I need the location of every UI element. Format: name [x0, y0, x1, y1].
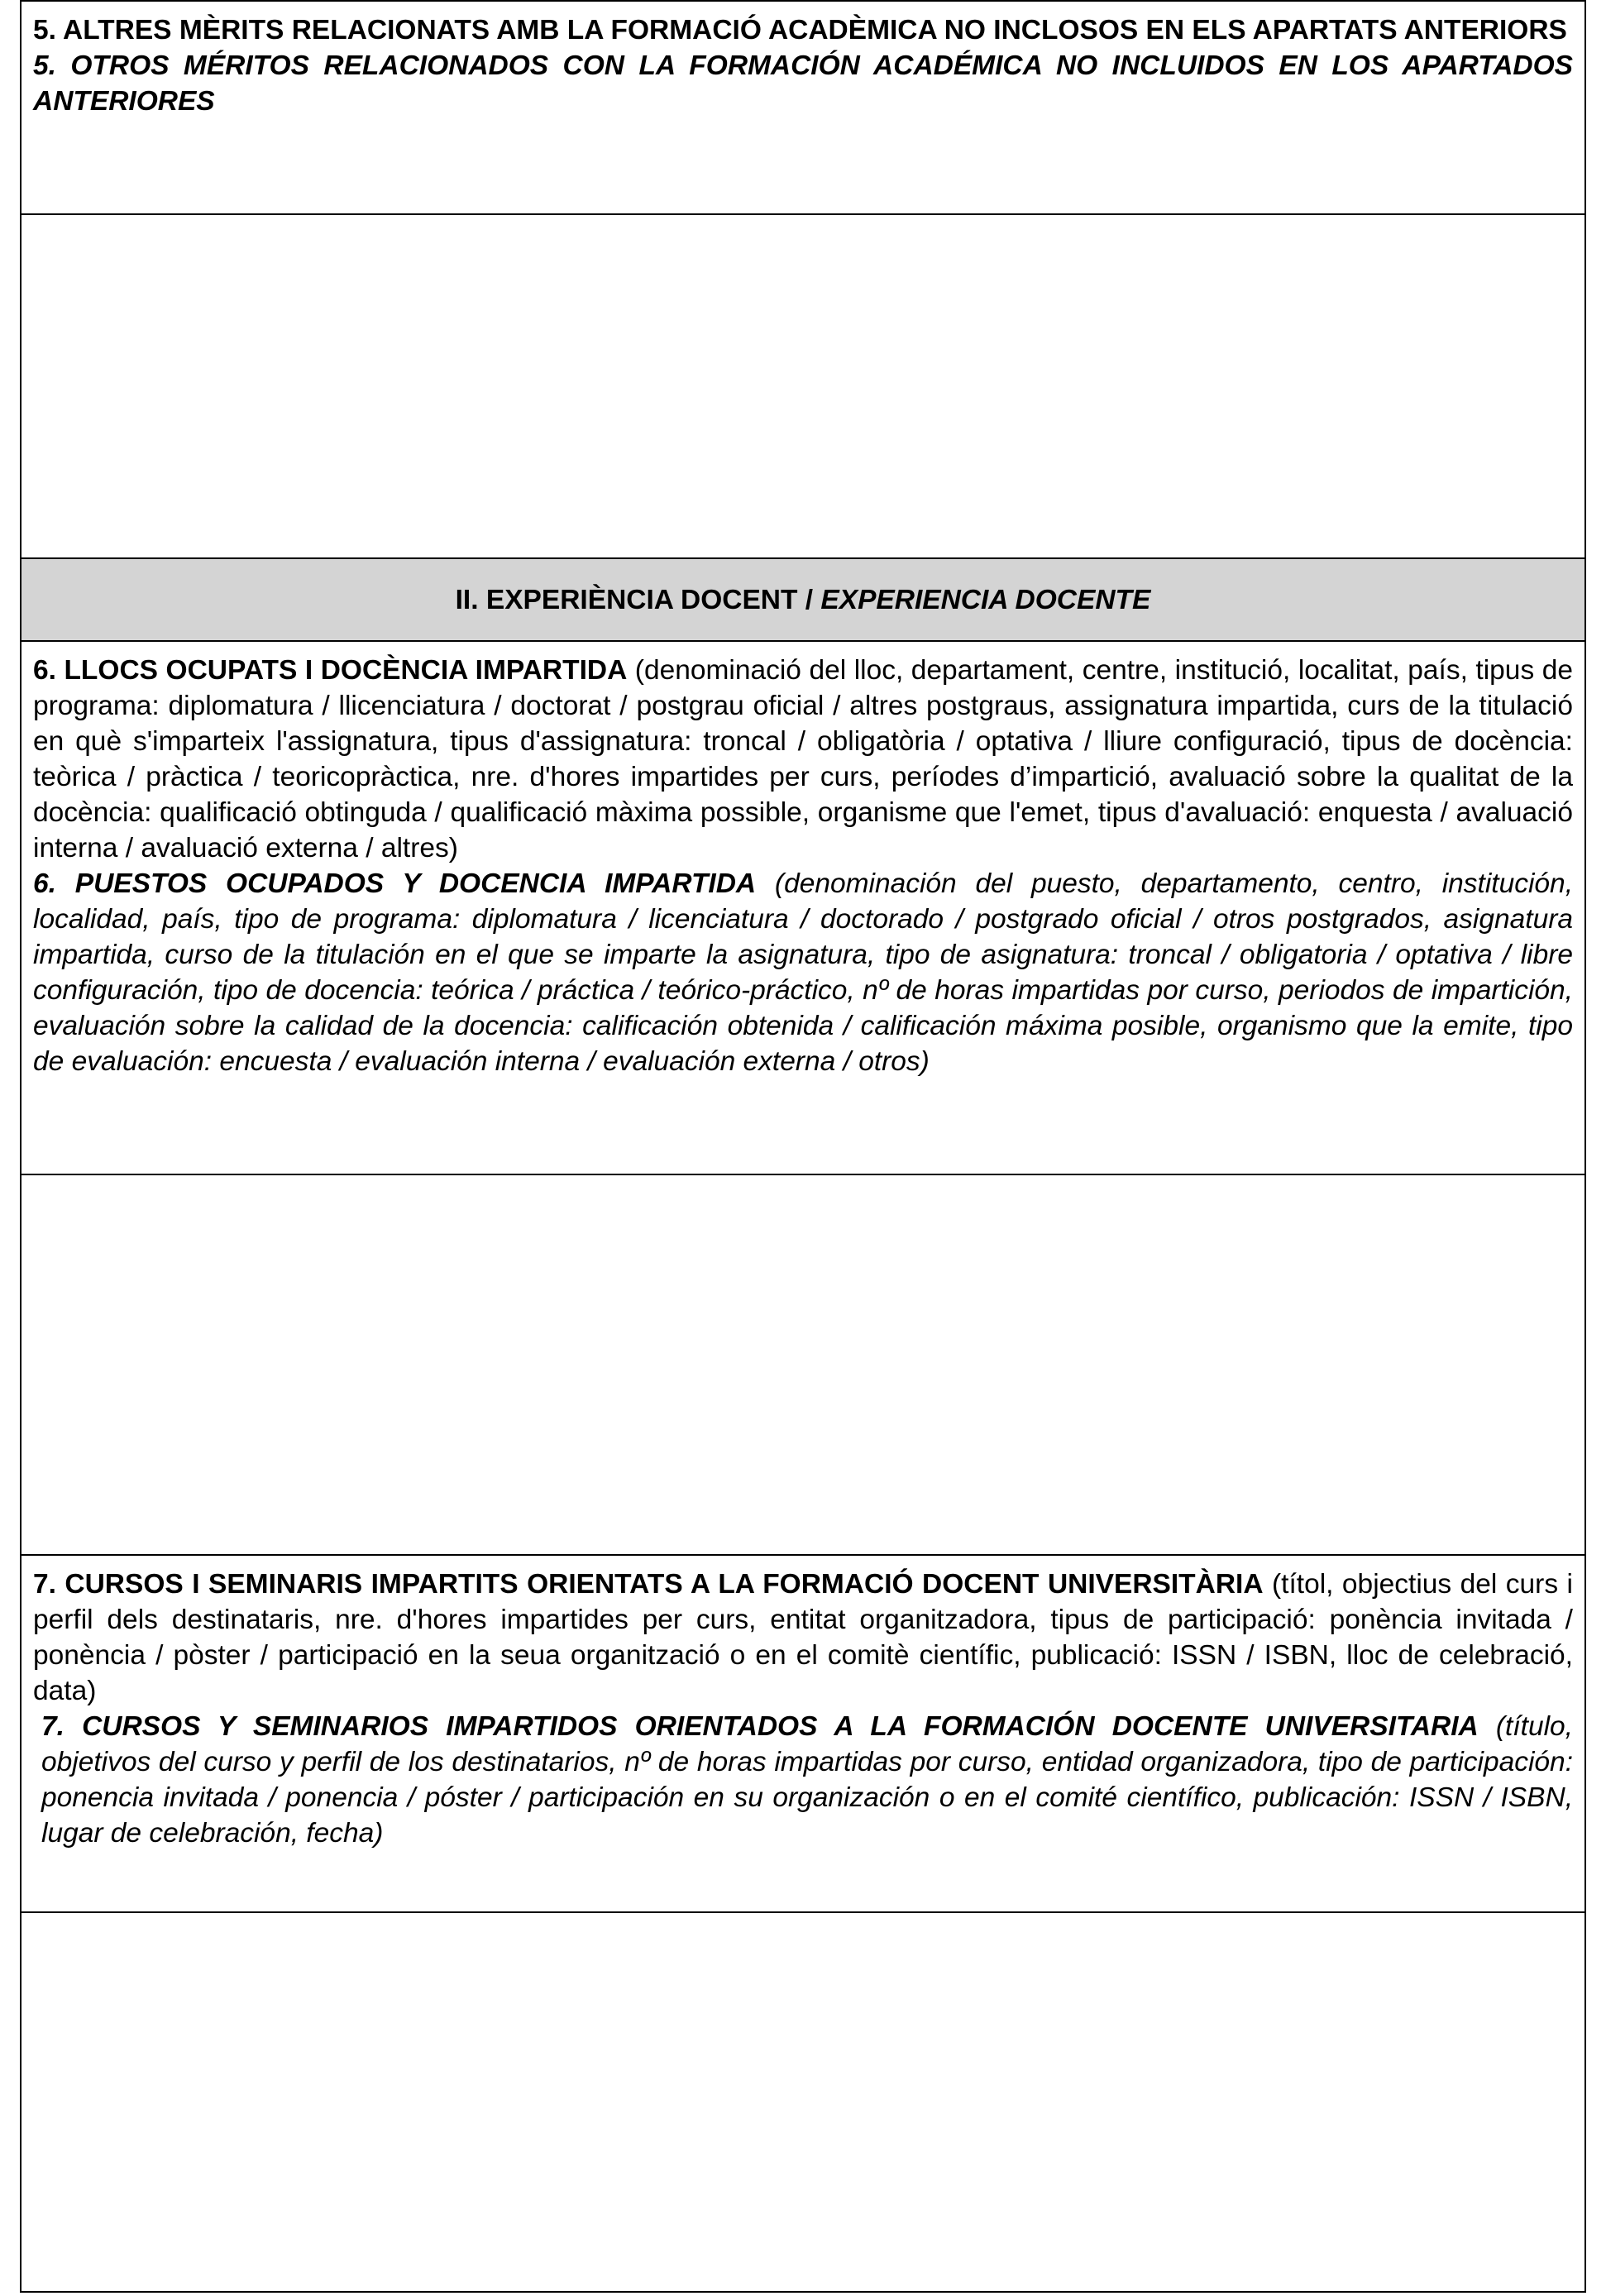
section-7-title-es: CURSOS Y SEMINARIOS IMPARTIDOS ORIENTADOS A LA FORMACIÓN DOCENTE UNIVERSITARIA	[82, 1711, 1479, 1742]
section-7-desc-es: (título, objetivos del curso y perfil de los destinatarios, nº de horas impartidas por curso, entidad organizadora, tipo de participación: ponencia invitada / ponencia / póster / participación en su organización o en el comité científico, publicación: ISSN / ISBN, lugar de celebración, fecha)	[41, 1711, 1573, 1849]
section-6-title-es: 6. PUESTOS OCUPADOS Y DOCENCIA IMPARTIDA	[33, 868, 757, 899]
section-6-text-ca	[33, 653, 1573, 866]
section-7-text-ca	[33, 1567, 1573, 1709]
section-6-title-ca: 6. LLOCS OCUPATS I DOCÈNCIA IMPARTIDA	[33, 655, 628, 686]
section-7-desc-ca: (títol, objectius del curs i perfil dels destinataris, nre. d'hores impartides per curs, entitat organitzadora, tipus de participació: ponència invitada / ponència / pòster / participació en la seua organització o en el comitè científic, publicació: ISSN / ISBN, lloc de celebració, data)	[33, 1569, 1573, 1706]
block-ii-title-ca: II. EXPERIÈNCIA DOCENT /	[455, 584, 821, 615]
block-ii-heading	[21, 558, 1585, 641]
section-6-header-cell	[21, 641, 1585, 1174]
section-7-title-ca: 7. CURSOS I SEMINARIS IMPARTITS ORIENTATS A LA FORMACIÓ DOCENT UNIVERSITÀRIA	[33, 1569, 1264, 1600]
section-7-input-row	[21, 1912, 1585, 2292]
section-6-text-es	[33, 866, 1573, 1079]
section-6-input-row	[21, 1174, 1585, 1555]
section-5-title-ca: 5. ALTRES MÈRITS RELACIONATS AMB LA FORMACIÓ ACADÈMICA NO INCLOSOS EN ELS APARTATS ANTERIORS	[33, 15, 1567, 45]
block-ii-heading-row	[21, 558, 1585, 641]
section-7-number-es: 7.	[41, 1711, 83, 1742]
block-ii-title-es: EXPERIENCIA DOCENTE	[820, 584, 1151, 615]
section-6-input-area[interactable]	[21, 1174, 1585, 1555]
section-5-header-row	[21, 1, 1585, 214]
section-7-header-row	[21, 1555, 1585, 1912]
section-5-title-es: 5. OTROS MÉRITOS RELACIONADOS CON LA FORMACIÓN ACADÉMICA NO INCLUIDOS EN LOS APARTADOS ANTERIORES	[33, 50, 1573, 117]
section-7-input-area[interactable]	[21, 1912, 1585, 2292]
section-7-text-es	[33, 1709, 1573, 1851]
cv-form-table	[20, 0, 1586, 2293]
section-6-desc-ca: (denominació del lloc, departament, centre, institució, localitat, país, tipus de programa: diplomatura / llicenciatura / doctorat / postgrau oficial / altres postgraus, assignatura impartida, curs de la titulació en què s'imparteix l'assignatura, tipus d'assignatura: troncal / obligatòria / optativa / lliure configuració, tipus de docència: teòrica / pràctica / teoricopràctica, nre. d'hores impartides per curs, períodes d’impartició, avaluació sobre la qualitat de la docència: qualificació obtinguda / qualificació màxima possible, organisme que l'emet, tipus d'avaluació: enquesta / avaluació interna / avaluació externa / altres)	[33, 655, 1573, 863]
section-5-input-row	[21, 214, 1585, 558]
section-7-header-cell	[21, 1555, 1585, 1912]
section-6-desc-es: (denominación del puesto, departamento, centro, institución, localidad, país, tipo de programa: diplomatura / licenciatura / doctorado / postgrado oficial / otros postgrados, asignatura impartida, curso de la titulación en el que se imparte la asignatura, tipo de asignatura: troncal / obligatoria / optativa / libre configuración, tipo de docencia: teórica / práctica / teórico-práctico, nº de horas impartidas por curso, periodos de impartición, evaluación sobre la calidad de la docencia: calificación obtenida / calificación máxima posible, organismo que la emite, tipo de evaluación: encuesta / evaluación interna / evaluación externa / otros)	[33, 868, 1573, 1077]
section-5-header-cell	[21, 1, 1585, 214]
section-6-header-row	[21, 641, 1585, 1174]
section-5-input-area[interactable]	[21, 214, 1585, 558]
